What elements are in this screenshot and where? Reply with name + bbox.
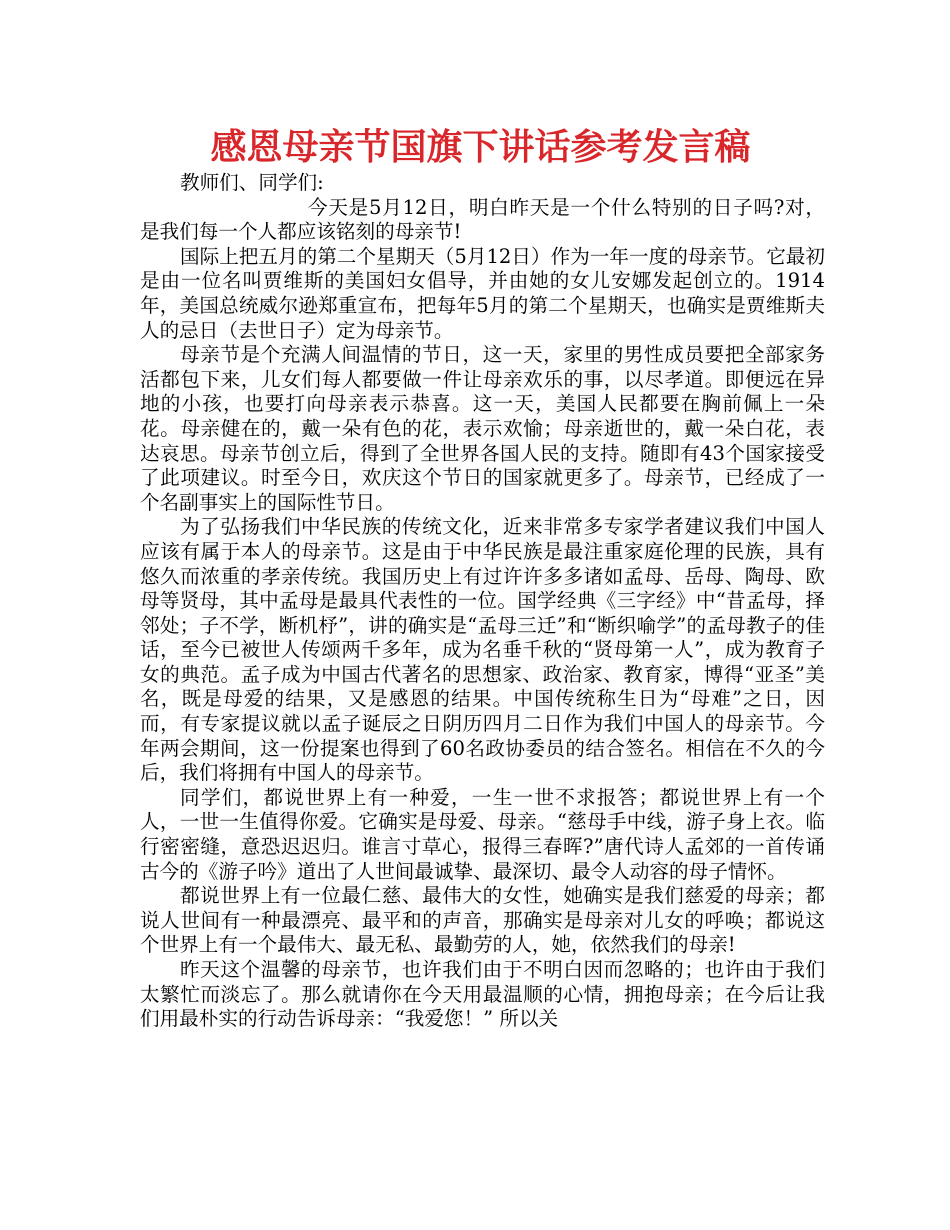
paragraph-7: 昨天这个温馨的母亲节，也许我们由于不明白因而忽略的；也许由于我们太繁忙而淡忘了。那么就请你在今天用最温顺的心情，拥抱母亲；在今后让我们用最朴实的行动告诉母亲：“我爱您！” 所以关 <box>140 958 825 1031</box>
paragraph-2: 国际上把五月的第二个星期天（5月12日）作为一年一度的母亲节。它最初是由一位名叫贾维斯的美国妇女倡导，并由她的女儿安娜发起创立的。1914年，美国总统威尔逊郑重宣布，把每年5月的第二个星期天，也确实是贾维斯夫人的忌日（去世日子）定为母亲节。 <box>140 244 825 342</box>
document-page <box>140 125 825 1032</box>
paragraph-3: 母亲节是个充满人间温情的节日，这一天，家里的男性成员要把全部家务活都包下来，儿女们每人都要做一件让母亲欢乐的事，以尽孝道。即便远在异地的小孩，也要打向母亲表示恭喜。这一天，美国人民都要在胸前佩上一朵花。母亲健在的，戴一朵有色的花，表示欢愉；母亲逝世的，戴一朵白花，表达哀思。母亲节创立后，得到了全世界各国人民的支持。随即有43个国家接受了此项建议。时至今日，欢庆这个节日的国家就更多了。母亲节，已经成了一个名副事实上的国际性节日。 <box>140 343 825 514</box>
greeting-line: 教师们、同学们: <box>180 171 324 194</box>
paragraph-5: 同学们，都说世界上有一种爱，一生一世不求报答；都说世界上有一个人，一世一生值得你爱。它确实是母爱、母亲。“慈母手中线，游子身上衣。临行密密缝，意恐迟迟归。谁言寸草心，报得三春晖?”唐代诗人孟郊的一首传诵古今的《游子吟》道出了人世间最诚挚、最深切、最令人动容的母子情怀。 <box>140 785 825 883</box>
paragraph-6: 都说世界上有一位最仁慈、最伟大的女性，她确实是我们慈爱的母亲；都说人世间有一种最漂亮、最平和的声音，那确实是母亲对儿女的呼唤；都说这个世界上有一个最伟大、最无私、最勤劳的人，她，依然我们的母亲! <box>140 884 825 957</box>
paragraph-4: 为了弘扬我们中华民族的传统文化，近来非常多专家学者建议我们中国人应该有属于本人的母亲节。这是由于中华民族是最注重家庭伦理的民族，具有悠久而浓重的孝亲传统。我国历史上有过许许多多诸如孟母、岳母、陶母、欧母等贤母，其中孟母是最具代表性的一位。国学经典《三字经》中“昔孟母，择邻处；子不学，断机杼”，讲的确实是“孟母三迁”和“断织喻学”的孟母教子的佳话，至今已被世人传颂两千多年，成为名垂千秋的“贤母第一人”，成为教育子女的典范。孟子成为中国古代著名的思想家、政治家、教育家，博得“亚圣”美名，既是母爱的结果，又是感恩的结果。中国传统称生日为“母难”之日，因而，有专家提议就以孟子诞辰之日阴历四月二日作为我们中国人的母亲节。今年两会期间，这一份提案也得到了60名政协委员的结合签名。相信在不久的今后，我们将拥有中国人的母亲节。 <box>140 515 825 785</box>
document-body <box>140 171 825 1032</box>
document-title: 感恩母亲节国旗下讲话参考发言稿 <box>210 127 751 168</box>
paragraph-1: 今天是5月12日，明白昨天是一个什么特别的日子吗?对，是我们每一个人都应该铭刻的母亲节! <box>140 195 825 244</box>
